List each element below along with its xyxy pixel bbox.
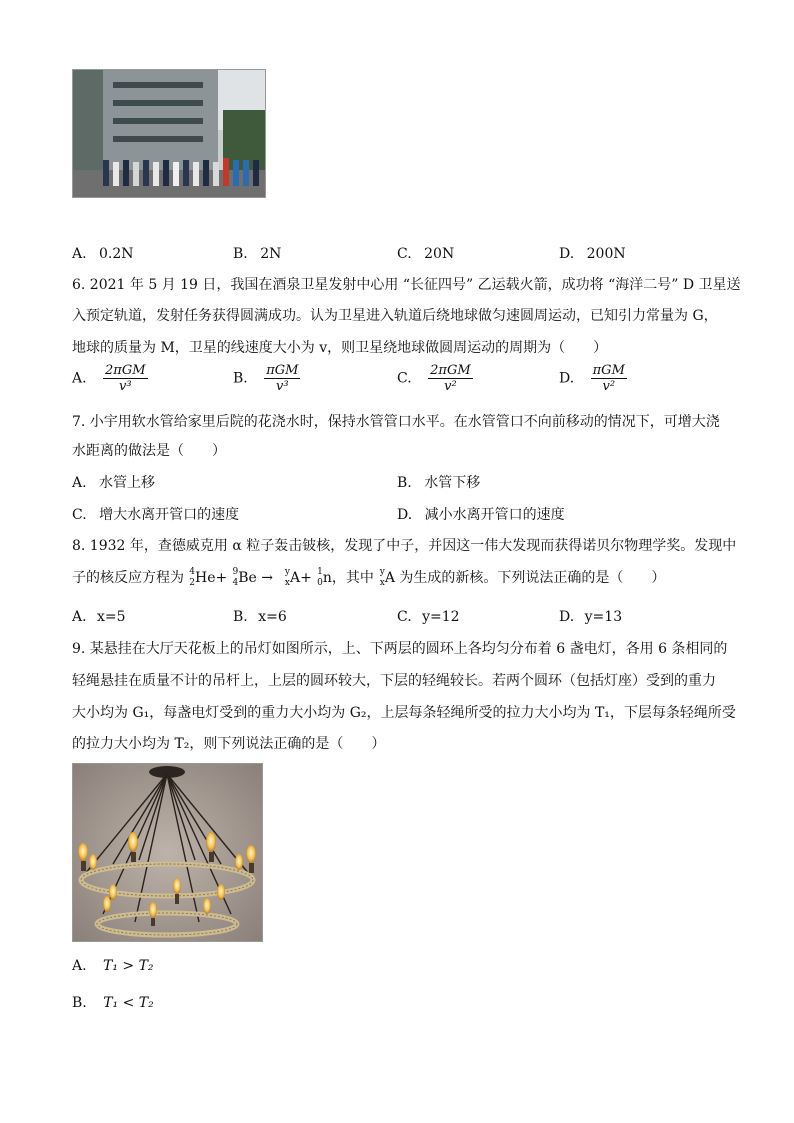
q6-option-d[interactable] — [559, 363, 627, 394]
q6-option-b[interactable] — [233, 363, 300, 394]
q7-option-d[interactable] — [397, 505, 565, 525]
q7-stem-line-1: 7. 小宇用软水管给家里后院的花浇水时，保持水管管口水平。在水管管口不向前移动的情况下，可增大浇 — [72, 414, 720, 430]
option-text: x=5 — [97, 609, 126, 625]
q9-stem-line-3: 大小均为 G₁，每盏电灯受到的重力大小均为 G₂，上层每条轻绳所受的拉力大小均为 T₁，下层每条轻绳所受 — [72, 705, 736, 721]
option-letter: A. — [72, 246, 87, 262]
q8-stem-line-1: 8. 1932 年，查德威克用 α 粒子轰击铍核，发现了中子，并因这一伟大发现而获得诺贝尔物理学奖。发现中 — [72, 538, 737, 554]
option-letter: C. — [397, 246, 412, 262]
option-text: 增大水离开管口的速度 — [99, 507, 240, 523]
charge-number: 0 — [317, 578, 323, 588]
stem-text: 子的核反应方程为 — [72, 570, 184, 586]
he-symbol: He+ — [195, 570, 228, 586]
option-letter: D. — [559, 609, 575, 625]
stem-text: A 为生成的新核。下列说法正确的是（ ） — [384, 570, 666, 586]
mass-number: 9 — [232, 567, 239, 577]
numerator: πGM — [592, 363, 625, 378]
q9-stem-line-2: 轻绳悬挂在质量不计的吊杆上，上层的圆环较大，下层的轻绳较长。若两个圆环（包括灯座）受到的重力 — [72, 673, 716, 689]
denominator: v³ — [276, 379, 289, 394]
option-letter: D. — [559, 370, 575, 387]
chandelier-photo — [72, 763, 263, 942]
chandelier-illustration — [73, 764, 262, 941]
stem-text: ，其中 — [331, 570, 374, 586]
denominator: v² — [444, 379, 457, 394]
mass-number: y — [379, 567, 385, 577]
q6-option-a[interactable] — [72, 363, 148, 394]
charge-number: x — [284, 578, 290, 588]
mass-number: 1 — [317, 567, 323, 577]
q5-option-b[interactable] — [233, 244, 281, 264]
be-nuclide-index — [227, 567, 238, 589]
n-nuclide-index — [312, 567, 323, 589]
q5-option-a[interactable] — [72, 244, 134, 264]
q9-stem-line-4: 的拉力大小均为 T₂，则下列说法正确的是（ ） — [72, 736, 386, 752]
option-letter: C. — [72, 507, 87, 523]
option-letter: B. — [233, 609, 248, 625]
n-symbol: n — [322, 570, 332, 586]
numerator: 2πGM — [105, 363, 146, 378]
fraction — [591, 363, 627, 394]
option-text: 200N — [586, 246, 626, 262]
be-symbol: Be → — [238, 570, 273, 586]
option-text: T₁ < T₂ — [103, 995, 154, 1011]
option-letter: D. — [559, 246, 575, 262]
q6-stem-line-3: 地球的质量为 M，卫星的线速度大小为 v，则卫星绕地球做圆周运动的周期为（ ） — [72, 340, 608, 356]
fraction — [103, 363, 148, 394]
a-nuclide-index — [279, 567, 290, 589]
option-letter: B. — [233, 370, 248, 387]
q8-option-b[interactable] — [233, 607, 287, 627]
building-crowd-illustration — [73, 70, 265, 197]
q6-option-c[interactable] — [397, 363, 473, 394]
he-nuclide-index — [184, 567, 195, 589]
q8-stem-line-2 — [72, 567, 665, 589]
option-text: 减小水离开管口的速度 — [424, 507, 565, 523]
q5-option-c[interactable] — [397, 244, 454, 264]
option-text: T₁ > T₂ — [103, 958, 154, 974]
option-letter: A. — [72, 475, 87, 491]
option-letter: C. — [397, 609, 412, 625]
option-letter: A. — [72, 370, 87, 387]
option-text: 水管上移 — [99, 475, 156, 491]
q9-stem-line-1: 9. 某悬挂在大厅天花板上的吊灯如图所示，上、下两层的圆环上各均匀分布着 6 盏电灯，各用 6 条相同的 — [72, 641, 728, 657]
a-symbol: A+ — [290, 570, 312, 586]
q8-option-a[interactable] — [72, 607, 126, 627]
mass-number: y — [284, 567, 290, 577]
option-letter: C. — [397, 370, 412, 387]
option-text: x=6 — [258, 609, 287, 625]
q7-option-a[interactable] — [72, 473, 155, 493]
numerator: πGM — [266, 363, 299, 378]
fraction — [264, 363, 300, 394]
mass-number: 4 — [189, 567, 195, 577]
option-letter: D. — [397, 507, 413, 523]
option-letter: B. — [233, 246, 248, 262]
q7-stem-line-2: 水距离的做法是（ ） — [72, 443, 226, 459]
charge-number: 2 — [189, 578, 195, 588]
fraction — [428, 363, 473, 394]
option-text: 20N — [424, 246, 455, 262]
a-nuclide-index-2 — [374, 567, 385, 589]
q7-option-c[interactable] — [72, 505, 239, 525]
denominator: v³ — [118, 379, 132, 394]
charge-number: x — [379, 578, 385, 588]
option-text: 2N — [260, 246, 282, 262]
charge-number: 4 — [232, 578, 239, 588]
option-text: y=12 — [422, 609, 460, 625]
denominator: v² — [602, 379, 616, 394]
q9-option-b[interactable] — [72, 993, 154, 1013]
q7-option-b[interactable] — [397, 473, 480, 493]
option-letter: B. — [397, 475, 412, 491]
building-crowd-photo — [72, 69, 266, 198]
option-letter: A. — [72, 609, 87, 625]
q8-option-d[interactable] — [559, 607, 622, 627]
q6-stem-line-1: 6. 2021 年 5 月 19 日，我国在酒泉卫星发射中心用 “长征四号” 乙运载火箭，成功将 “海洋二号” D 卫星送 — [72, 277, 741, 293]
q5-option-d[interactable] — [559, 244, 626, 264]
q8-option-c[interactable] — [397, 607, 460, 627]
numerator: 2πGM — [430, 363, 471, 378]
option-letter: A. — [72, 958, 87, 974]
q6-stem-line-2: 入预定轨道，发射任务获得圆满成功。认为卫星进入轨道后绕地球做匀速圆周运动，已知引力常量为 G， — [72, 308, 718, 324]
option-text: 0.2N — [99, 246, 134, 262]
option-text: y=13 — [584, 609, 623, 625]
option-letter: B. — [72, 995, 87, 1011]
option-text: 水管下移 — [424, 475, 481, 491]
q9-option-a[interactable] — [72, 956, 154, 976]
